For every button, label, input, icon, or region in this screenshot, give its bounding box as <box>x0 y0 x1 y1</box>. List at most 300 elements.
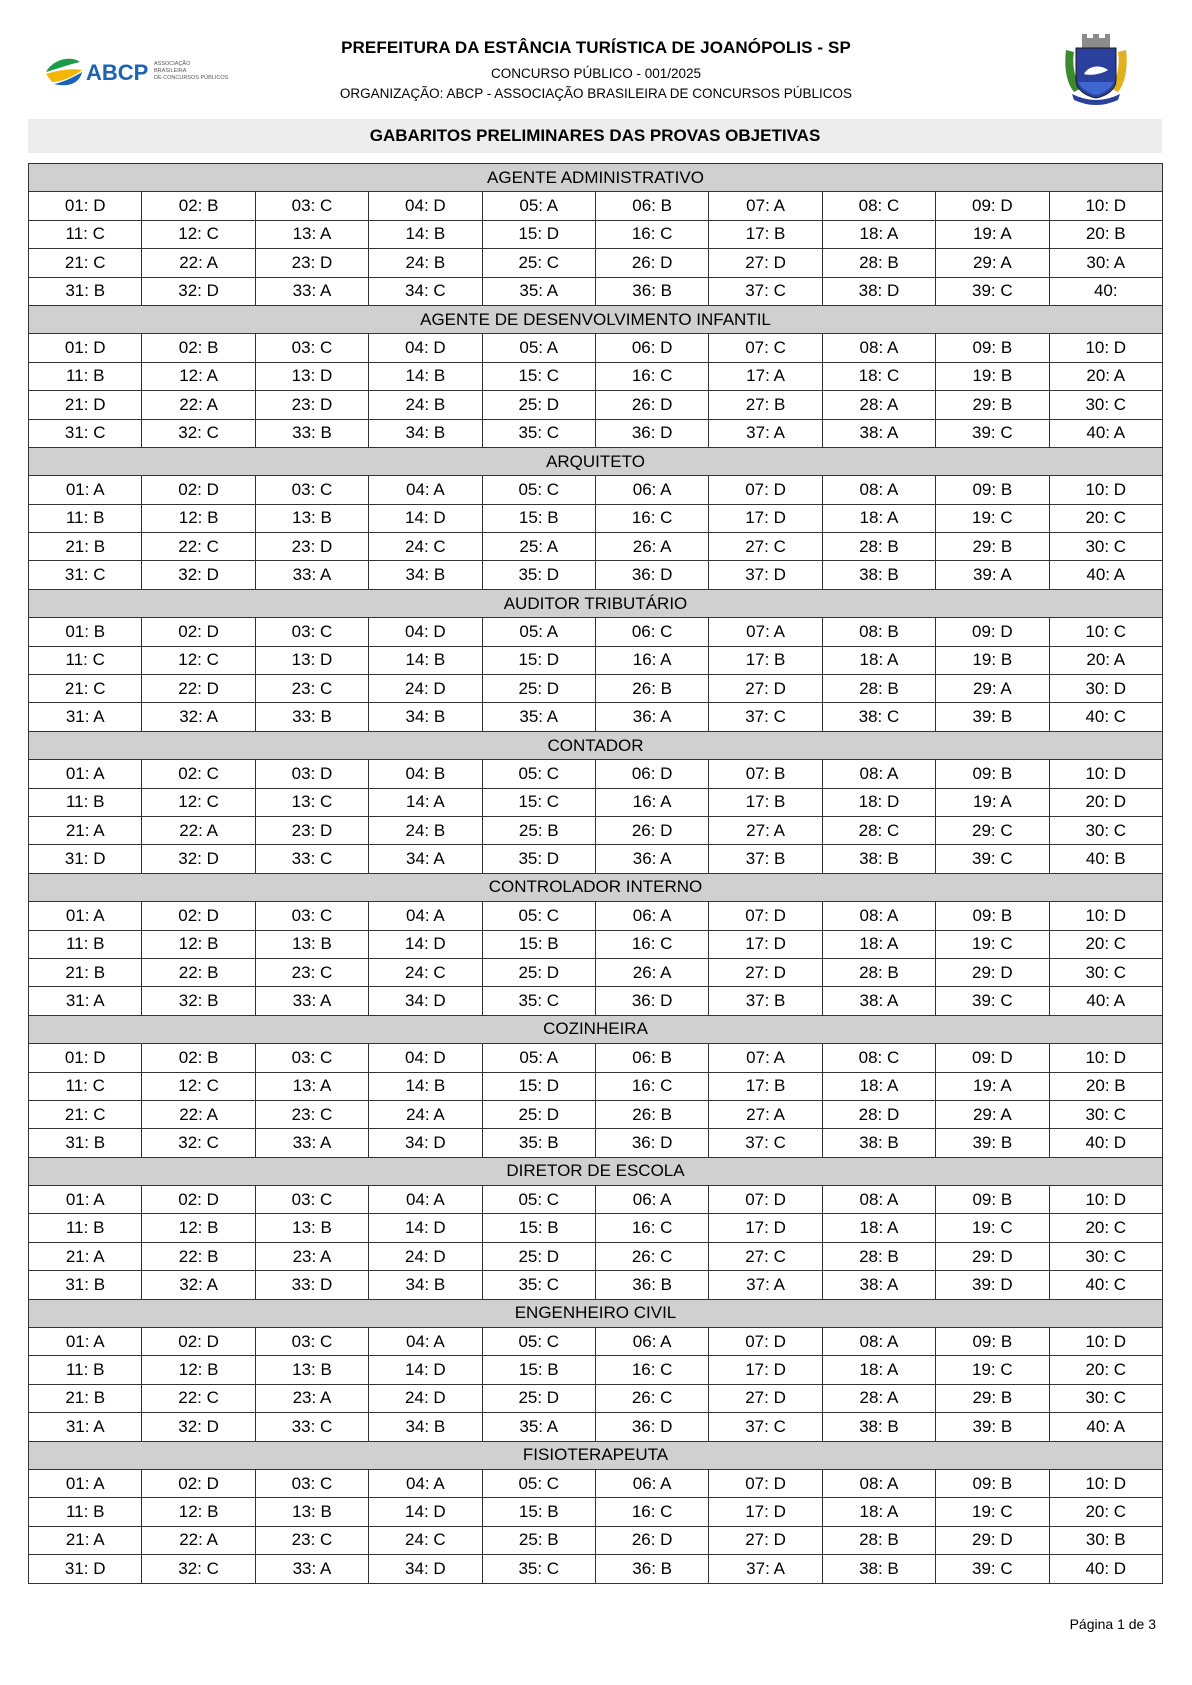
answer-cell: 33: A <box>255 1129 368 1157</box>
answer-cell: 07: A <box>709 1044 822 1072</box>
answer-cell: 03: D <box>255 760 368 788</box>
answer-cell: 17: B <box>709 1072 822 1100</box>
answer-cell: 37: B <box>709 845 822 873</box>
answer-cell: 06: A <box>595 476 708 504</box>
section-title: CONTADOR <box>29 731 1163 759</box>
answer-cell: 22: B <box>142 958 255 986</box>
answer-cell: 36: B <box>595 1271 708 1299</box>
answer-cell: 31: A <box>29 1413 142 1441</box>
answer-cell: 36: D <box>595 419 708 447</box>
answer-cell: 24: B <box>369 249 482 277</box>
answer-cell: 25: D <box>482 1242 595 1270</box>
answer-cell: 35: D <box>482 561 595 589</box>
answer-cell: 32: A <box>142 703 255 731</box>
answer-cell: 28: B <box>822 675 935 703</box>
answer-cell: 36: B <box>595 277 708 305</box>
answer-cell: 40: A <box>1049 987 1162 1015</box>
answer-cell: 19: B <box>936 646 1049 674</box>
answer-cell: 04: A <box>369 1186 482 1214</box>
answer-cell: 19: C <box>936 504 1049 532</box>
answer-cell: 09: B <box>936 1186 1049 1214</box>
answer-cell: 34: B <box>369 561 482 589</box>
answer-cell: 33: A <box>255 987 368 1015</box>
answer-cell: 33: C <box>255 1413 368 1441</box>
answer-cell: 10: D <box>1049 192 1162 220</box>
answer-cell: 35: A <box>482 703 595 731</box>
answer-cell: 38: A <box>822 987 935 1015</box>
answer-row <box>29 1129 1163 1157</box>
answer-cell: 10: C <box>1049 618 1162 646</box>
svg-text:DE CONCURSOS PÚBLICOS: DE CONCURSOS PÚBLICOS <box>154 75 229 81</box>
answer-cell: 30: D <box>1049 675 1162 703</box>
answer-row <box>29 703 1163 731</box>
answer-cell: 12: B <box>142 1498 255 1526</box>
section-title: COZINHEIRA <box>29 1015 1163 1043</box>
answer-row <box>29 816 1163 844</box>
answer-cell: 35: C <box>482 419 595 447</box>
answer-cell: 07: C <box>709 334 822 362</box>
answer-cell: 06: D <box>595 760 708 788</box>
answer-cell: 14: B <box>369 1072 482 1100</box>
answer-cell: 06: B <box>595 192 708 220</box>
answer-cell: 15: D <box>482 646 595 674</box>
answer-cell: 27: B <box>709 391 822 419</box>
answer-cell: 02: D <box>142 902 255 930</box>
answer-cell: 27: C <box>709 1242 822 1270</box>
answer-cell: 14: B <box>369 362 482 390</box>
answer-cell: 34: D <box>369 1555 482 1583</box>
answer-cell: 21: B <box>29 958 142 986</box>
answer-cell: 29: A <box>936 675 1049 703</box>
answer-cell: 12: C <box>142 1072 255 1100</box>
answer-cell: 40: A <box>1049 1413 1162 1441</box>
answer-cell: 32: B <box>142 987 255 1015</box>
document-title: PREFEITURA DA ESTÂNCIA TURÍSTICA DE JOANÓPOLIS - SP <box>341 38 851 57</box>
answer-cell: 39: D <box>936 1271 1049 1299</box>
section-title: DIRETOR DE ESCOLA <box>29 1157 1163 1185</box>
answer-cell: 24: C <box>369 533 482 561</box>
answer-cell: 06: A <box>595 902 708 930</box>
answer-cell: 06: A <box>595 1328 708 1356</box>
answer-cell: 17: D <box>709 1214 822 1242</box>
answer-cell: 17: D <box>709 1498 822 1526</box>
answer-cell: 33: A <box>255 1555 368 1583</box>
answer-cell: 11: C <box>29 1072 142 1100</box>
answer-cell: 02: B <box>142 1044 255 1072</box>
abcp-logo <box>44 52 229 92</box>
answer-cell: 38: A <box>822 1271 935 1299</box>
answer-cell: 34: B <box>369 1413 482 1441</box>
answer-cell: 19: C <box>936 1498 1049 1526</box>
answer-cell: 11: B <box>29 930 142 958</box>
answer-cell: 22: C <box>142 533 255 561</box>
answer-cell: 17: D <box>709 504 822 532</box>
answer-cell: 03: C <box>255 334 368 362</box>
answer-cell: 32: D <box>142 1413 255 1441</box>
section-title: ENGENHEIRO CIVIL <box>29 1299 1163 1327</box>
answer-cell: 36: D <box>595 1129 708 1157</box>
answer-cell: 10: D <box>1049 1044 1162 1072</box>
answer-cell: 17: B <box>709 788 822 816</box>
answer-cell: 29: D <box>936 1526 1049 1554</box>
answer-cell: 39: B <box>936 703 1049 731</box>
answer-cell: 13: B <box>255 504 368 532</box>
answer-cell: 01: A <box>29 760 142 788</box>
answer-cell: 40: B <box>1049 845 1162 873</box>
answer-row <box>29 930 1163 958</box>
answer-cell: 05: C <box>482 476 595 504</box>
answer-cell: 10: D <box>1049 760 1162 788</box>
section-header-row <box>29 589 1163 617</box>
answer-cell: 26: C <box>595 1242 708 1270</box>
answer-cell: 29: B <box>936 533 1049 561</box>
answer-cell: 27: D <box>709 675 822 703</box>
answer-cell: 15: B <box>482 504 595 532</box>
section-title: AUDITOR TRIBUTÁRIO <box>29 589 1163 617</box>
answer-cell: 24: A <box>369 1100 482 1128</box>
answer-cell: 30: A <box>1049 249 1162 277</box>
answer-cell: 24: C <box>369 1526 482 1554</box>
answer-row <box>29 1384 1163 1412</box>
answer-cell: 25: D <box>482 958 595 986</box>
answer-cell: 12: B <box>142 1214 255 1242</box>
answer-cell: 21: A <box>29 1526 142 1554</box>
answer-cell: 24: C <box>369 958 482 986</box>
answer-cell: 37: A <box>709 1271 822 1299</box>
answer-row <box>29 788 1163 816</box>
answer-cell: 15: B <box>482 1498 595 1526</box>
answer-cell: 32: D <box>142 845 255 873</box>
answer-cell: 24: D <box>369 1384 482 1412</box>
answer-cell: 11: B <box>29 1498 142 1526</box>
answer-cell: 17: A <box>709 362 822 390</box>
answer-cell: 30: C <box>1049 391 1162 419</box>
answer-cell: 19: B <box>936 362 1049 390</box>
answer-cell: 04: D <box>369 1044 482 1072</box>
section-header-row <box>29 873 1163 901</box>
answer-row <box>29 220 1163 248</box>
answer-cell: 33: B <box>255 419 368 447</box>
answer-cell: 18: A <box>822 1498 935 1526</box>
answer-cell: 05: C <box>482 902 595 930</box>
answer-cell: 19: A <box>936 788 1049 816</box>
answer-cell: 05: A <box>482 192 595 220</box>
answer-cell: 03: C <box>255 1469 368 1497</box>
results-banner: GABARITOS PRELIMINARES DAS PROVAS OBJETIVAS <box>28 119 1162 153</box>
answer-cell: 31: B <box>29 1271 142 1299</box>
answer-cell: 05: A <box>482 334 595 362</box>
answer-cell: 38: D <box>822 277 935 305</box>
answer-cell: 14: B <box>369 646 482 674</box>
answer-cell: 40: D <box>1049 1555 1162 1583</box>
answer-cell: 28: A <box>822 1384 935 1412</box>
answer-cell: 38: B <box>822 1129 935 1157</box>
answer-cell: 32: D <box>142 277 255 305</box>
answer-cell: 05: A <box>482 618 595 646</box>
answer-cell: 19: C <box>936 1356 1049 1384</box>
answer-cell: 12: C <box>142 220 255 248</box>
answer-cell: 37: A <box>709 419 822 447</box>
answer-cell: 39: C <box>936 277 1049 305</box>
answer-cell: 39: C <box>936 987 1049 1015</box>
answer-cell: 32: C <box>142 1555 255 1583</box>
answer-cell: 19: C <box>936 930 1049 958</box>
answer-cell: 11: B <box>29 788 142 816</box>
answer-cell: 23: D <box>255 533 368 561</box>
section-header-row <box>29 164 1163 192</box>
answer-cell: 03: C <box>255 902 368 930</box>
contest-line: CONCURSO PÚBLICO - 001/2025 <box>490 66 702 81</box>
answer-row <box>29 1271 1163 1299</box>
answer-cell: 21: D <box>29 391 142 419</box>
answer-cell: 26: A <box>595 533 708 561</box>
answer-row <box>29 1526 1163 1554</box>
answer-cell: 17: D <box>709 1356 822 1384</box>
answer-cell: 24: D <box>369 1242 482 1270</box>
answer-cell: 15: B <box>482 1356 595 1384</box>
answer-cell: 35: D <box>482 845 595 873</box>
answer-cell: 02: C <box>142 760 255 788</box>
answer-cell: 05: C <box>482 760 595 788</box>
section-header-row <box>29 731 1163 759</box>
answer-cell: 29: B <box>936 1384 1049 1412</box>
answer-cell: 39: C <box>936 845 1049 873</box>
answer-cell: 38: B <box>822 1555 935 1583</box>
answer-cell: 37: B <box>709 987 822 1015</box>
answer-cell: 17: B <box>709 220 822 248</box>
answer-cell: 11: B <box>29 504 142 532</box>
answer-cell: 29: A <box>936 249 1049 277</box>
coat-of-arms-icon <box>1060 32 1132 106</box>
answer-cell: 20: C <box>1049 930 1162 958</box>
answer-cell: 31: B <box>29 277 142 305</box>
answer-cell: 04: A <box>369 902 482 930</box>
answer-cell: 31: B <box>29 1129 142 1157</box>
answer-cell: 10: D <box>1049 902 1162 930</box>
answer-cell: 37: A <box>709 1555 822 1583</box>
answer-cell: 38: B <box>822 845 935 873</box>
answer-cell: 23: D <box>255 249 368 277</box>
answer-cell: 01: A <box>29 1328 142 1356</box>
section-header-row <box>29 1015 1163 1043</box>
section-header-row <box>29 305 1163 333</box>
answer-cell: 15: D <box>482 220 595 248</box>
answer-cell: 01: B <box>29 618 142 646</box>
answer-cell: 15: C <box>482 788 595 816</box>
answer-cell: 30: C <box>1049 1384 1162 1412</box>
answer-cell: 23: C <box>255 958 368 986</box>
answer-row <box>29 561 1163 589</box>
answer-cell: 26: C <box>595 1384 708 1412</box>
answer-cell: 25: D <box>482 391 595 419</box>
answer-cell: 20: B <box>1049 220 1162 248</box>
answer-cell: 16: C <box>595 1498 708 1526</box>
answer-cell: 30: C <box>1049 533 1162 561</box>
answer-cell: 10: D <box>1049 334 1162 362</box>
answer-cell: 02: D <box>142 618 255 646</box>
answer-cell: 07: D <box>709 476 822 504</box>
answer-cell: 27: A <box>709 816 822 844</box>
answer-cell: 02: D <box>142 1186 255 1214</box>
answer-cell: 07: A <box>709 192 822 220</box>
answer-cell: 40: C <box>1049 703 1162 731</box>
answer-cell: 35: A <box>482 1413 595 1441</box>
answer-cell: 16: C <box>595 362 708 390</box>
answer-row <box>29 1214 1163 1242</box>
answer-row <box>29 646 1163 674</box>
answer-cell: 04: D <box>369 192 482 220</box>
answer-cell: 04: B <box>369 760 482 788</box>
answer-cell: 09: D <box>936 192 1049 220</box>
answer-cell: 10: D <box>1049 1328 1162 1356</box>
answer-cell: 21: B <box>29 1384 142 1412</box>
answer-cell: 21: C <box>29 249 142 277</box>
answer-cell: 36: D <box>595 1413 708 1441</box>
answer-cell: 23: C <box>255 675 368 703</box>
answer-cell: 25: B <box>482 816 595 844</box>
answer-cell: 02: B <box>142 192 255 220</box>
answer-cell: 20: C <box>1049 1356 1162 1384</box>
answer-cell: 09: D <box>936 618 1049 646</box>
answer-cell: 10: D <box>1049 1186 1162 1214</box>
answer-cell: 18: A <box>822 504 935 532</box>
answer-cell: 13: B <box>255 1214 368 1242</box>
answer-cell: 12: C <box>142 646 255 674</box>
answer-cell: 28: A <box>822 391 935 419</box>
answer-cell: 29: D <box>936 1242 1049 1270</box>
answer-cell: 31: C <box>29 561 142 589</box>
answer-cell: 25: B <box>482 1526 595 1554</box>
answer-cell: 28: C <box>822 816 935 844</box>
svg-text:ASSOCIAÇÃO: ASSOCIAÇÃO <box>154 61 191 67</box>
answer-cell: 03: C <box>255 618 368 646</box>
answer-cell: 09: B <box>936 760 1049 788</box>
section-title: FISIOTERAPEUTA <box>29 1441 1163 1469</box>
answer-cell: 01: D <box>29 1044 142 1072</box>
answer-cell: 20: C <box>1049 1214 1162 1242</box>
answer-cell: 16: C <box>595 930 708 958</box>
answer-cell: 15: C <box>482 362 595 390</box>
answer-cell: 25: D <box>482 1384 595 1412</box>
answer-cell: 19: A <box>936 1072 1049 1100</box>
answer-cell: 08: A <box>822 334 935 362</box>
answer-cell: 03: C <box>255 1186 368 1214</box>
answer-cell: 05: A <box>482 1044 595 1072</box>
answer-cell: 28: D <box>822 1100 935 1128</box>
answer-cell: 12: C <box>142 788 255 816</box>
answer-cell: 23: D <box>255 391 368 419</box>
answer-cell: 20: C <box>1049 504 1162 532</box>
section-header-row <box>29 1441 1163 1469</box>
answer-cell: 38: C <box>822 703 935 731</box>
answer-cell: 26: D <box>595 391 708 419</box>
answer-cell: 18: D <box>822 788 935 816</box>
answer-cell: 37: D <box>709 561 822 589</box>
answer-cell: 36: B <box>595 1555 708 1583</box>
answer-row <box>29 476 1163 504</box>
answer-cell: 27: D <box>709 958 822 986</box>
page-header <box>0 0 1192 112</box>
answer-cell: 36: D <box>595 561 708 589</box>
answer-cell: 09: B <box>936 1328 1049 1356</box>
answer-cell: 20: A <box>1049 646 1162 674</box>
answer-cell: 37: C <box>709 703 822 731</box>
answer-cell: 24: B <box>369 391 482 419</box>
answer-cell: 30: C <box>1049 1100 1162 1128</box>
answer-row <box>29 618 1163 646</box>
answer-cell: 12: B <box>142 1356 255 1384</box>
answer-cell: 13: D <box>255 646 368 674</box>
answer-row <box>29 1044 1163 1072</box>
answer-cell: 32: C <box>142 1129 255 1157</box>
answer-cell: 22: A <box>142 391 255 419</box>
answer-cell: 13: A <box>255 220 368 248</box>
answer-row <box>29 1469 1163 1497</box>
answer-cell: 22: A <box>142 816 255 844</box>
answer-cell: 32: C <box>142 419 255 447</box>
answer-cell: 08: A <box>822 476 935 504</box>
answer-cell: 09: B <box>936 1469 1049 1497</box>
answer-cell: 38: B <box>822 1413 935 1441</box>
answer-cell: 18: A <box>822 1072 935 1100</box>
section-header-row <box>29 1157 1163 1185</box>
answer-cell: 33: A <box>255 561 368 589</box>
answer-cell: 22: A <box>142 1526 255 1554</box>
answer-cell: 28: B <box>822 1526 935 1554</box>
answer-cell: 38: A <box>822 419 935 447</box>
answer-cell: 07: A <box>709 618 822 646</box>
answer-cell: 28: B <box>822 533 935 561</box>
answer-cell: 06: D <box>595 334 708 362</box>
answer-cell: 35: C <box>482 987 595 1015</box>
answer-cell: 07: B <box>709 760 822 788</box>
answer-cell: 25: C <box>482 249 595 277</box>
answer-cell: 14: B <box>369 220 482 248</box>
svg-text:BRASILEIRA: BRASILEIRA <box>154 68 187 74</box>
answer-cell: 35: C <box>482 1271 595 1299</box>
answer-cell: 04: D <box>369 618 482 646</box>
answer-cell: 20: C <box>1049 1498 1162 1526</box>
answer-cell: 08: A <box>822 1328 935 1356</box>
answer-cell: 31: A <box>29 987 142 1015</box>
answer-cell: 10: D <box>1049 476 1162 504</box>
answer-row <box>29 902 1163 930</box>
answer-cell: 33: C <box>255 845 368 873</box>
answer-cell: 13: B <box>255 1356 368 1384</box>
answer-row <box>29 1328 1163 1356</box>
answer-cell: 40: <box>1049 277 1162 305</box>
answer-cell: 19: C <box>936 1214 1049 1242</box>
answer-cell: 01: A <box>29 1186 142 1214</box>
answer-cell: 11: B <box>29 1214 142 1242</box>
answer-cell: 01: D <box>29 334 142 362</box>
section-title: ARQUITETO <box>29 447 1163 475</box>
answer-row <box>29 362 1163 390</box>
answer-cell: 21: A <box>29 816 142 844</box>
answer-cell: 04: A <box>369 476 482 504</box>
answer-cell: 36: A <box>595 703 708 731</box>
section-title: AGENTE ADMINISTRATIVO <box>29 164 1163 192</box>
answer-cell: 02: B <box>142 334 255 362</box>
answer-cell: 29: A <box>936 1100 1049 1128</box>
answer-cell: 08: A <box>822 1186 935 1214</box>
answer-cell: 08: B <box>822 618 935 646</box>
answer-cell: 34: B <box>369 703 482 731</box>
answer-cell: 37: C <box>709 1129 822 1157</box>
answer-row <box>29 1072 1163 1100</box>
answer-cell: 20: B <box>1049 1072 1162 1100</box>
answer-cell: 39: B <box>936 1413 1049 1441</box>
